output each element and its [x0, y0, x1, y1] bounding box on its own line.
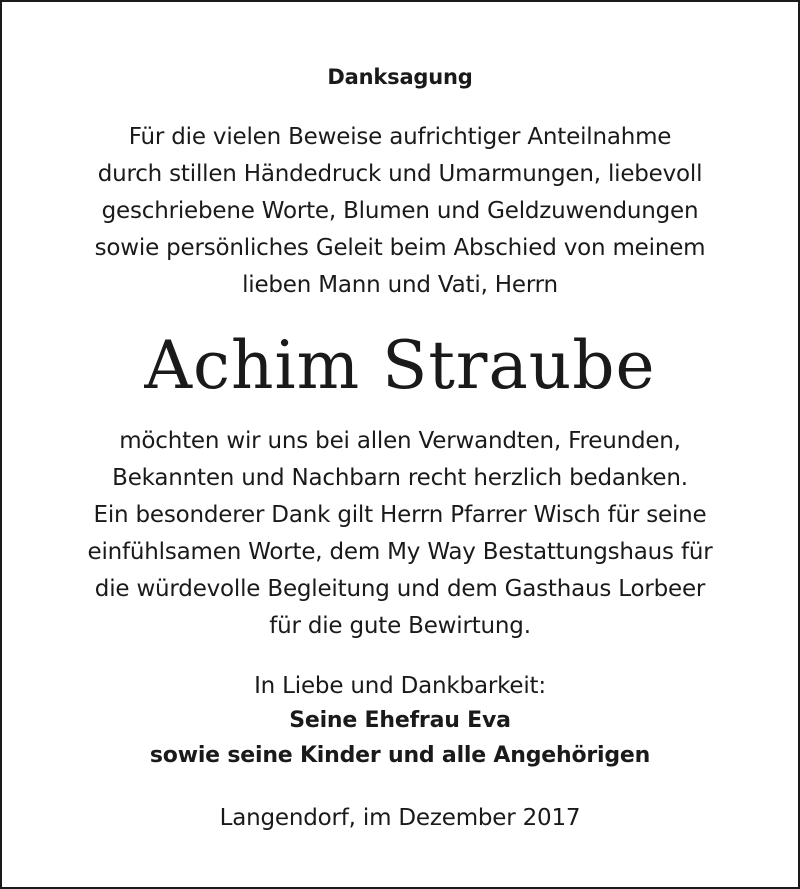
intro-line: geschriebene Worte, Blumen und Geldzuwendungen — [101, 198, 699, 224]
thanks-line: Bekannten und Nachbarn recht herzlich bedanken. — [112, 465, 688, 491]
closing-phrase: In Liebe und Dankbarkeit: — [254, 673, 546, 699]
intro-line: lieben Mann und Vati, Herrn — [242, 272, 558, 298]
thanks-line: möchten wir uns bei allen Verwandten, Freunden, — [119, 428, 681, 454]
notice-heading: Danksagung — [327, 65, 473, 89]
thanks-line: einfühlsamen Worte, dem My Way Bestattungshaus für — [87, 539, 713, 565]
intro-line: Für die vielen Beweise aufrichtiger Anteilnahme — [128, 124, 672, 150]
intro-line: sowie persönliches Geleit beim Abschied von meinem — [94, 235, 706, 261]
signature-line: sowie seine Kinder und alle Angehörigen — [149, 743, 651, 768]
place-date: Langendorf, im Dezember 2017 — [219, 805, 581, 831]
intro-line: durch stillen Händedruck und Umarmungen, liebevoll — [97, 161, 703, 187]
signature-line: Seine Ehefrau Eva — [289, 708, 511, 733]
thanks-line: für die gute Bewirtung. — [269, 613, 531, 639]
thanks-line: Ein besonderer Dank gilt Herrn Pfarrer Wisch für seine — [93, 502, 707, 528]
deceased-name: Achim Straube — [144, 327, 656, 404]
thanks-line: die würdevolle Begleitung und dem Gasthaus Lorbeer — [94, 576, 706, 602]
